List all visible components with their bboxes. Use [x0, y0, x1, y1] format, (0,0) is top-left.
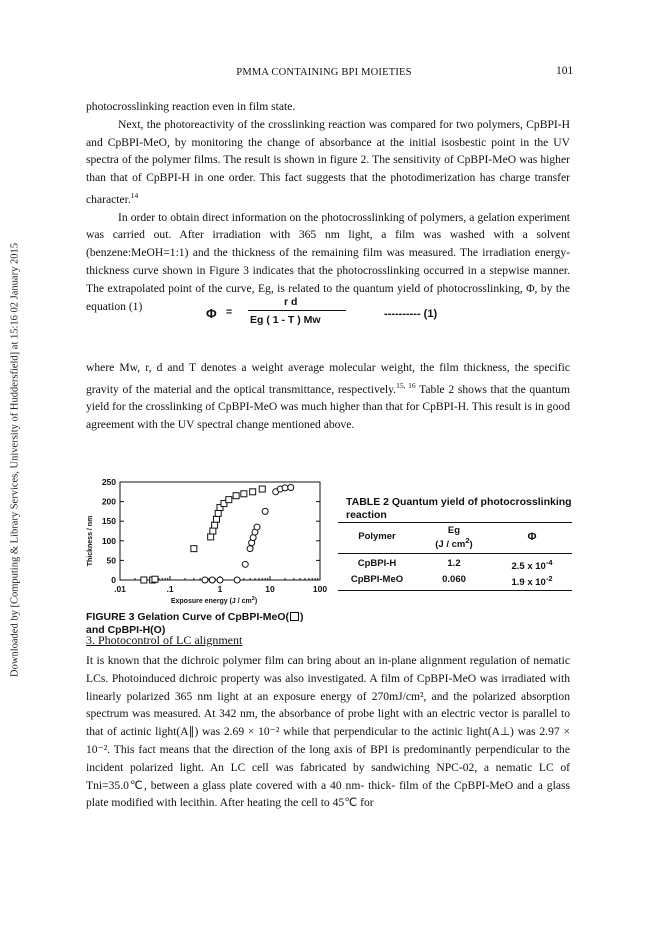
y-tick-label: 150 — [101, 516, 116, 527]
data-point-square — [191, 546, 197, 552]
download-notice: Downloaded by [Computing & Library Services, University of Huddersfield] at 15:16 02 January 2015 — [9, 243, 21, 677]
reference-superscript: 15, 16 — [396, 380, 416, 390]
cell-phi — [492, 558, 572, 572]
x-axis-label: Exposure energy $(J / cm^2)$ — [170, 596, 258, 605]
figure-caption-close: ) — [300, 611, 304, 623]
cell-phi-mantissa: 1.9 x 10 — [511, 577, 546, 589]
equation-equals: = — [226, 306, 233, 318]
running-head: PMMA CONTAINING BPI MOIETIES — [236, 67, 412, 78]
paragraph-3: In order to obtain direct information on the photocrosslinking of polymers, a gelation experiment was carried out. After irradiation with 365 nm light, a film was washed with a solvent (benzene:MeOH=1:1) and the thickness of the remaining film was measured. The irradiation energy-thickness curve shown in Figure 3 indicates that the photocrosslinking occurred in a stepwise manner. The extrapolated point of the curve, Eg, is related to the quantum yield of photocrosslinking, Φ, by the equation (1) — [86, 210, 570, 313]
data-point-square — [233, 493, 239, 499]
gelation-chart — [80, 476, 330, 610]
y-tick-label: 50 — [106, 555, 116, 566]
data-point-circle — [288, 484, 294, 490]
figure-caption-line-1 — [86, 611, 304, 624]
cell-phi-exponent: -2 — [545, 574, 553, 583]
table-header-row — [338, 523, 572, 553]
data-point-square — [226, 497, 232, 503]
paragraph-2 — [86, 116, 570, 209]
unit-text: (J / cm — [435, 539, 466, 551]
cell-phi-mantissa: 2.5 x 10 — [511, 561, 546, 573]
paragraph-4-text-cont: Table 2 shows that the quantum yield for the crosslinking of CpBPI-MeO was much higher than that for CpBPI-H. This result is in good agreement with the UV spectral change mentioned above. — [86, 382, 571, 432]
plot-frame — [120, 482, 320, 580]
data-point-circle — [262, 508, 268, 514]
header-phi: Φ — [527, 531, 537, 543]
equation-lhs: Φ — [206, 306, 217, 321]
x-tick-label: .1 — [166, 584, 174, 594]
data-point-square — [208, 534, 214, 540]
x-tick-label: 10 — [265, 584, 275, 594]
data-point-circle — [282, 485, 288, 491]
equation-denominator: Eg ( 1 - T ) Mw — [250, 314, 321, 326]
x-tick-label: .01 — [114, 584, 126, 594]
y-tick-label: 100 — [101, 535, 116, 546]
table-row — [338, 558, 572, 574]
section-heading: 3. Photocontrol of LC alignment — [86, 633, 243, 647]
data-point-circle — [202, 577, 208, 583]
cell-phi-exponent: -4 — [545, 558, 553, 567]
y-tick-label: 250 — [101, 477, 116, 487]
fraction-bar — [248, 310, 346, 311]
equation-1 — [206, 296, 466, 336]
cell-polymer: CpBPI-MeO — [350, 574, 404, 585]
cell-eg: 0.060 — [442, 574, 466, 585]
reference-superscript: 14 — [130, 190, 139, 200]
data-point-square — [259, 486, 265, 492]
figure-caption-line-2: and CpBPI-H(O) — [86, 624, 166, 636]
paragraph-4-text: where Mw, r, d and T denotes a weight average molecular weight, the film thickness, the specific gravity of the material and the optical transmittance, respectively. — [86, 361, 570, 396]
data-point-circle — [254, 524, 260, 530]
data-point-square — [141, 577, 147, 583]
x-tick-label: 100 — [312, 584, 328, 594]
y-axis-label: Thickness / nm — [87, 515, 94, 567]
y-tick-label: 200 — [101, 496, 116, 507]
data-point-circle — [247, 546, 253, 552]
cell-phi — [492, 574, 572, 588]
data-point-square — [152, 576, 158, 582]
body-block-3 — [86, 652, 570, 812]
download-watermark — [8, 150, 22, 770]
data-point-square — [250, 489, 256, 495]
paragraph-1: photocrosslinking reaction even in film state. — [86, 100, 296, 113]
quantum-yield-table — [338, 522, 572, 591]
header-eg-symbol: Eg — [447, 525, 461, 536]
data-point-circle — [234, 577, 240, 583]
equation-tag: ---------- (1) — [384, 308, 438, 320]
equation-numerator: r d — [284, 296, 298, 308]
header-eg-unit — [416, 536, 492, 550]
paragraph-4 — [86, 359, 570, 434]
paragraph-5: It is known that the dichroic polymer film can bring about an in-plane alignment regulation of nematic LCs. Photoinduced dichroic property was also investigated. A film of CpBPI-MeO was irradiated with linearly polarized 365 nm light at an exposure energy of 270mJ/cm², and the polarized absorption spectrum was measured. At 342 nm, the absorbance of probe light with an electric vector is parallel to that of actinic light(A∥) was 2.69 × 10⁻² while that perpendicular to the actinic light(A⊥) was 2.97 × 10⁻². This fact means that the direction of the long axis of BPI is predominantly perpendicular to the incident polarized light. An LC cell was fabricated by sandwiching NPC-02, a nematic LC of Tni=35.0℃, between a glass plate covered with a 40 nm- thick- film of the CpBPI-MeO and a glass plate modified with lecithin. After heating the cell to 45℃ for — [86, 654, 570, 810]
data-point-square — [212, 522, 218, 528]
body-block-2 — [86, 359, 570, 434]
y-tick-label: 0 — [111, 575, 116, 585]
page-number: 101 — [556, 65, 574, 77]
table-row — [338, 574, 572, 590]
body-block-1 — [86, 98, 570, 315]
data-point-square — [213, 516, 219, 522]
data-point-square — [215, 510, 221, 516]
data-point-square — [241, 491, 247, 497]
x-tick-label: 1 — [217, 584, 223, 594]
data-point-circle — [217, 577, 223, 583]
paragraph-2-text: Next, the photoreactivity of the crosslinking reaction was compared for two polymers, CpBPI-H and CpBPI-MeO, by monitoring the change of absorbance at the initial isosbestic point in the UV spectra of the polymer films. The result is shown in figure 2. The sensitivity of CpBPI-MeO was higher than that of CpBPI-H in one order. This fact suggests that the photodimerization has charge transfer character. — [86, 117, 570, 206]
data-point-circle — [242, 561, 248, 567]
table-bottom-rule — [338, 590, 572, 591]
cell-polymer: CpBPI-H — [357, 558, 397, 569]
data-point-circle — [209, 577, 215, 583]
header-eg — [416, 525, 492, 550]
cell-eg: 1.2 — [447, 558, 461, 569]
figure-caption-text: FIGURE 3 Gelation Curve of CpBPI-MeO( — [86, 611, 290, 623]
unit-close: ) — [469, 539, 473, 551]
unit-exponent: 2 — [465, 536, 470, 545]
table-mid-rule — [338, 553, 572, 554]
table-title: TABLE 2 Quantum yield of photocrosslinking reaction — [346, 496, 572, 521]
header-polymer: Polymer — [358, 531, 396, 542]
open-square-symbol — [290, 612, 299, 621]
data-point-square — [210, 528, 216, 534]
